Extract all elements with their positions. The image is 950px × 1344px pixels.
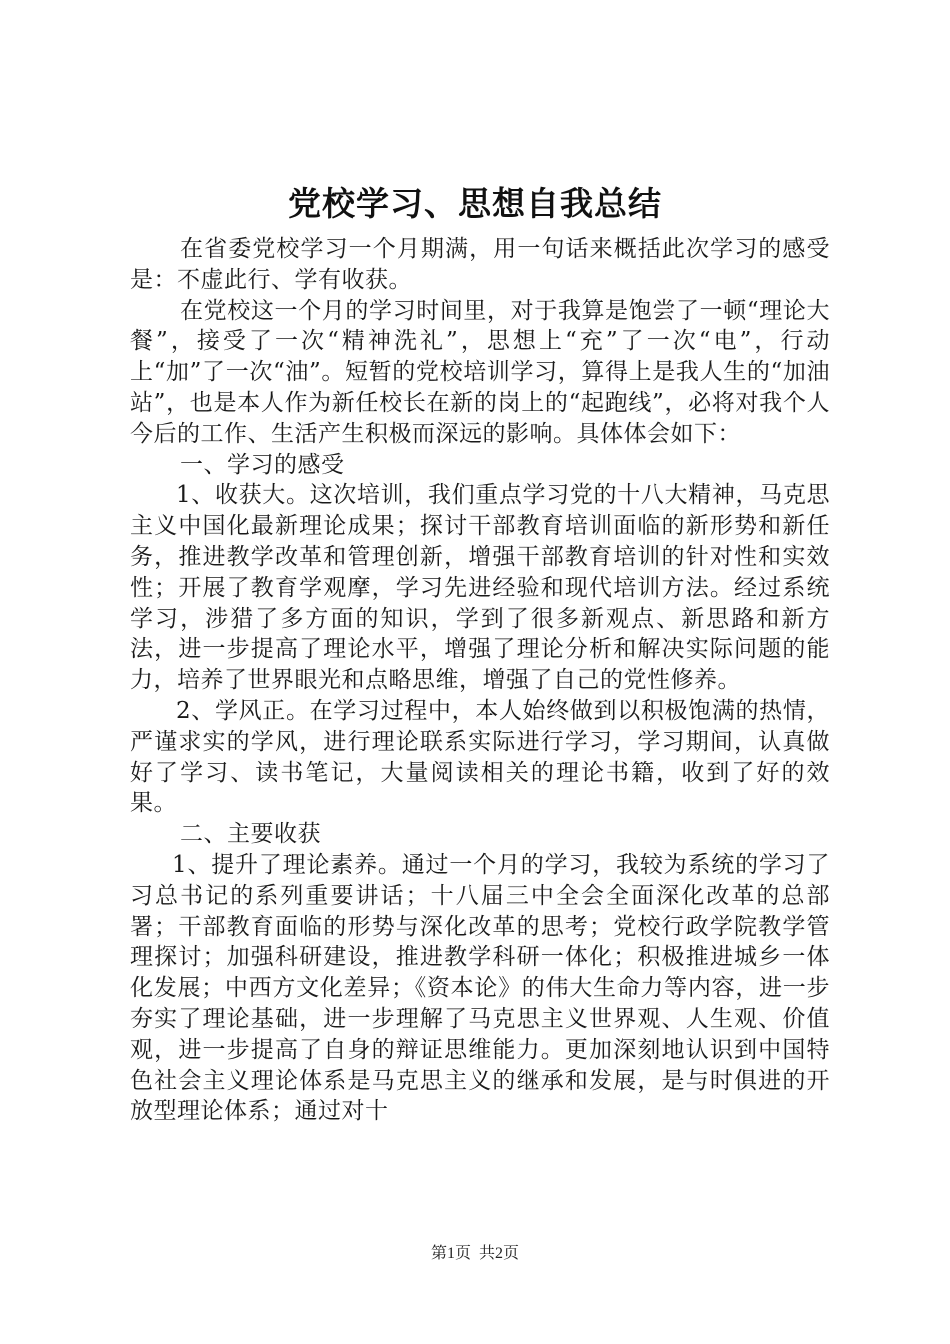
page-number: 第1页 共2页 xyxy=(430,1245,519,1262)
paragraph-overview: 在党校这一个月的学习时间里，对于我算是饱尝了一顿“理论大餐”，接受了一次“精神洗礼”，思想上“充”了一次“电”，行动上“加”了一次“油”。短暂的党校培训学习，算得上是我人生的“加油站”，也是本人作为新任校长在新的岗上的“起跑线”，必将对我个人今后的工作、生活产生积极而深远的影响。具体体会如下： xyxy=(130,297,830,447)
paragraph-study-style: 2、学风正。在学习过程中，本人始终做到以积极饱满的热情，严谨求实的学风，进行理论联系实际进行学习，学习期间，认真做好了学习、读书笔记，大量阅读相关的理论书籍，收到了好的效果。 xyxy=(130,697,830,817)
document-title: 党校学习、思想自我总结 xyxy=(288,184,662,223)
page-footer xyxy=(0,1244,950,1264)
paragraph-intro: 在省委党校学习一个月期满，用一句话来概括此次学习的感受是：不虚此行、学有收获。 xyxy=(130,236,830,293)
section-heading-2: 二、主要收获 xyxy=(180,821,321,848)
paragraph-gains: 1、收获大。这次培训，我们重点学习党的十八大精神，马克思主义中国化最新理论成果；探讨干部教育培训面临的新形势和新任务，推进教学改革和管理创新，增强干部教育培训的针对性和实效性；开展了教育学观摩，学习先进经验和现代培训方法。经过系统学习，涉猎了多方面的知识，学到了很多新观点、新思路和新方法，进一步提高了理论水平，增强了理论分析和解决实际问题的能力，培养了世界眼光和点略思维，增强了自己的党性修养。 xyxy=(130,482,830,694)
document-body xyxy=(130,234,830,1127)
paragraph-theory: 1、提升了理论素养。通过一个月的学习，我较为系统的学习了习总书记的系列重要讲话；十八届三中全会全面深化改革的总部署；干部教育面临的形势与深化改革的思考；党校行政学院教学管理探讨；加强科研建设，推进教学科研一体化；积极推进城乡一体化发展；中西方文化差异；《资本论》的伟大生命力等内容，进一步夯实了理论基础，进一步理解了马克思主义世界观、人生观、价值观，进一步提高了自身的辩证思维能力。更加深刻地认识到中国特色社会主义理论体系是马克思主义的继承和发展，是与时俱进的开放型理论体系；通过对十 xyxy=(130,851,830,1125)
section-heading-1: 一、学习的感受 xyxy=(180,451,345,478)
